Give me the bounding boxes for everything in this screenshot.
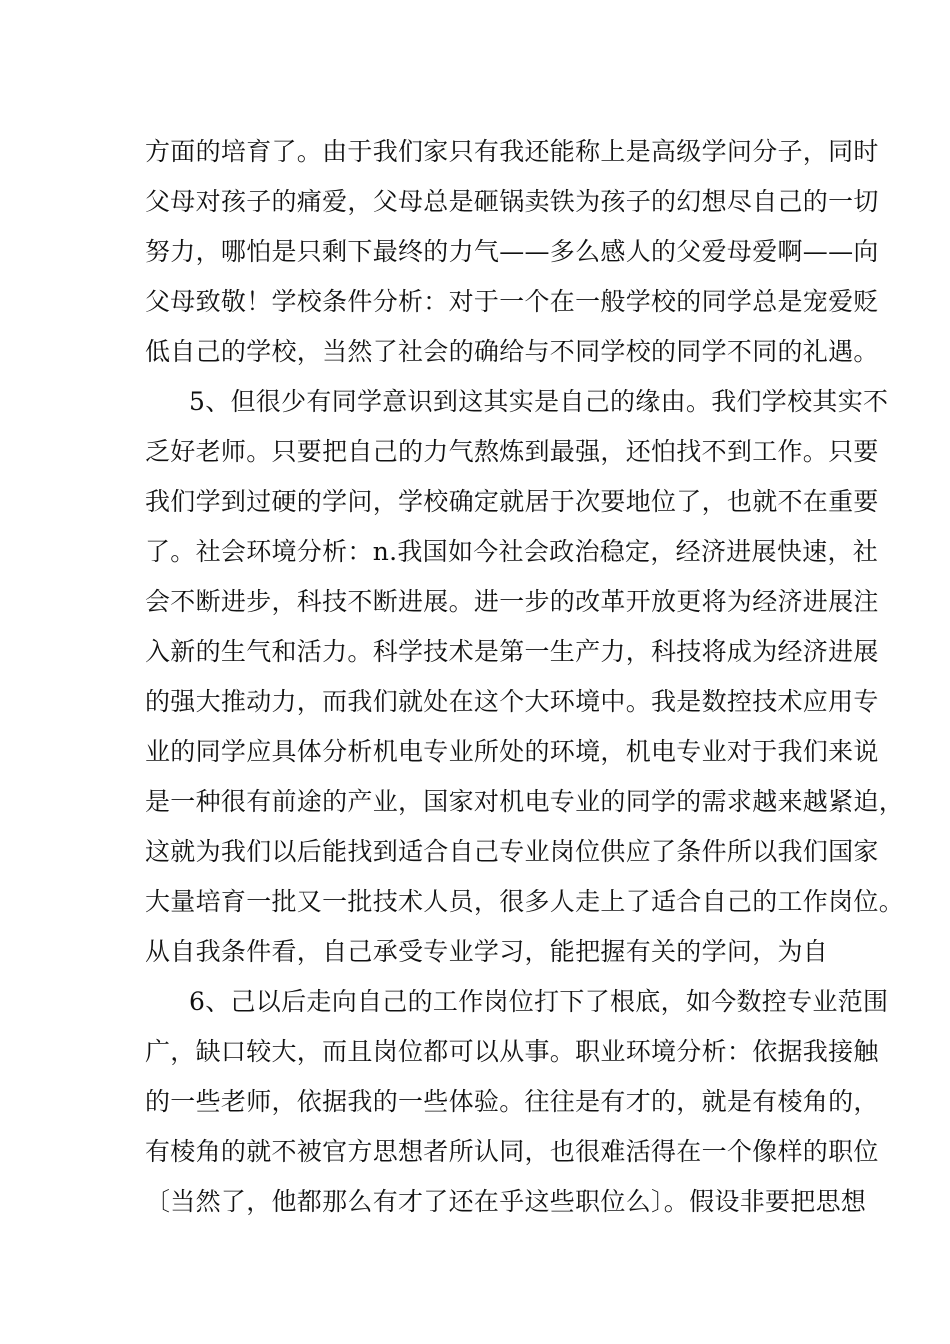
text-line: 父母对孩子的痛爱，父母总是砸锅卖铁为孩子的幻想尽自己的一切: [145, 187, 879, 216]
text-line: 我们学到过硬的学问，学校确定就居于次要地位了，也就不在重要: [145, 487, 879, 516]
text-line: 大量培育一批又一批技术人员，很多人走上了适合自己的工作岗位。: [145, 887, 905, 916]
text-line: 业的同学应具体分析机电专业所处的环境，机电专业对于我们来说: [145, 737, 879, 766]
text-line: 这就为我们以后能找到适合自己专业岗位供应了条件所以我们国家: [145, 837, 879, 866]
text-line: 了。社会环境分析：n.我国如今社会政治稳定，经济进展快速，社: [145, 537, 879, 566]
text-line: 广，缺口较大，而且岗位都可以从事。职业环境分析：依据我接触: [145, 1037, 879, 1066]
text-line: 的强大推动力，而我们就处在这个大环境中。我是数控技术应用专: [145, 687, 879, 716]
text-line: 努力，哪怕是只剩下最终的力气——多么感人的父爱母爱啊——向: [145, 237, 879, 266]
text-line: 低自己的学校，当然了社会的确给与不同学校的同学不同的礼遇。: [145, 337, 879, 366]
text-line: 〔当然了，他都那么有才了还在乎这些职位么〕。假设非要把思想: [145, 1187, 867, 1216]
text-line: 入新的生气和活力。科学技术是第一生产力，科技将成为经济进展: [145, 637, 879, 666]
text-line: 方面的培育了。由于我们家只有我还能称上是高级学问分子，同时: [145, 137, 879, 166]
paragraph-start-6: 6、己以后走向自己的工作岗位打下了根底，如今数控专业范围: [189, 987, 889, 1016]
text-line: 乏好老师。只要把自己的力气熬炼到最强，还怕找不到工作。只要: [145, 437, 879, 466]
text-line: 是一种很有前途的产业，国家对机电专业的同学的需求越来越紧迫，: [145, 787, 905, 816]
text-line: 父母致敬！学校条件分析：对于一个在一般学校的同学总是宠爱贬: [145, 287, 879, 316]
text-line: 的一些老师，依据我的一些体验。往往是有才的，就是有棱角的，: [145, 1087, 879, 1116]
text-line: 有棱角的就不被官方思想者所认同，也很难活得在一个像样的职位: [145, 1137, 879, 1166]
text-line: 会不断进步，科技不断进展。进一步的改革开放更将为经济进展注: [145, 587, 879, 616]
paragraph-start-5: 5、但很少有同学意识到这其实是自己的缘由。我们学校其实不: [189, 387, 889, 416]
text-line: 从自我条件看，自己承受专业学习，能把握有关的学问，为自: [145, 937, 829, 966]
